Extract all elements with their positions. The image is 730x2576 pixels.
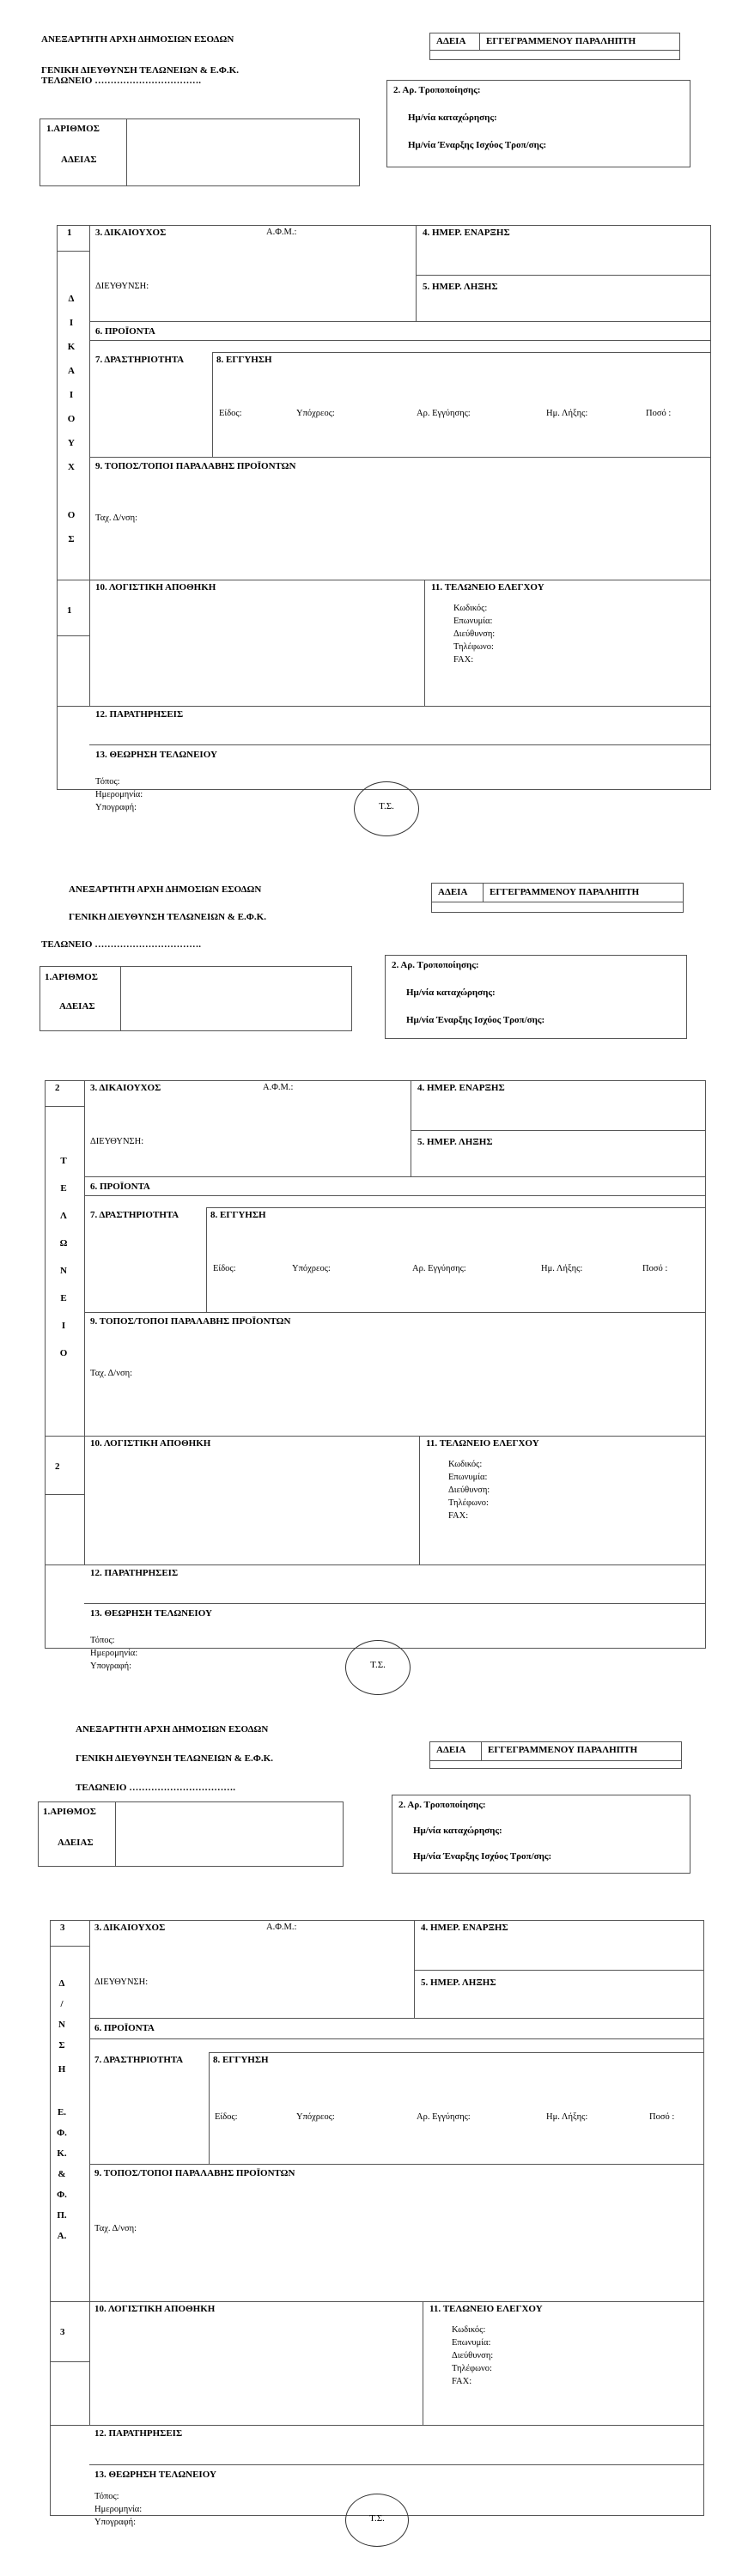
- office-code: Κωδικός:: [448, 1460, 483, 1469]
- postal-address-label: Ταχ. Δ/νση:: [90, 1369, 133, 1378]
- place-label: Τόπος:: [94, 2492, 119, 2501]
- license-type: ΕΓΓΕΓΡΑΜΜΕΝΟΥ ΠΑΡΑΛΗΠΤΗ: [486, 36, 636, 46]
- license-type: ΕΓΓΕΓΡΑΜΜΕΝΟΥ ΠΑΡΑΛΗΠΤΗ: [490, 887, 640, 897]
- receipt-places-label: 9. ΤΟΠΟΣ/ΤΟΠΟΙ ΠΑΡΑΛΑΒΗΣ ΠΡΟΪΟΝΤΩΝ: [90, 1316, 291, 1327]
- registration-date: Ημ/νία καταχώρησης:: [406, 987, 496, 998]
- postal-address-label: Ταχ. Δ/νση:: [94, 2224, 137, 2233]
- address-label: ΔΙΕΥΘΥΝΣΗ:: [90, 1137, 144, 1146]
- end-date-label: 5. ΗΜΕΡ. ΛΗΞΗΣ: [417, 1137, 493, 1147]
- remarks-label: 12. ΠΑΡΑΤΗΡΗΣΕΙΣ: [90, 1568, 179, 1578]
- copy-number: 1: [67, 228, 72, 238]
- copy-number-2: 1: [67, 605, 72, 616]
- license-type: ΕΓΓΕΓΡΑΜΜΕΝΟΥ ΠΑΡΑΛΗΠΤΗ: [488, 1745, 638, 1755]
- signature-label: Υπογραφή:: [95, 803, 137, 812]
- office-name: Επωνυμία:: [453, 617, 493, 626]
- office-fax: FAX:: [452, 2377, 472, 2386]
- stamp-circle: Τ.Σ.: [354, 781, 419, 836]
- office-address: Διεύθυνση:: [453, 629, 496, 639]
- license-label: ΑΔΕΙΑ: [438, 887, 468, 897]
- office-fax: FAX:: [453, 655, 474, 665]
- office-name: Επωνυμία:: [448, 1473, 488, 1482]
- registration-date: Ημ/νία καταχώρησης:: [413, 1826, 502, 1836]
- guarantee-expiry: Ημ. Λήξης:: [546, 2112, 588, 2122]
- form-copy-2: ΑΝΕΞΑΡΤΗΤΗ ΑΡΧΗ ΔΗΜΟΣΙΩΝ ΕΣΟΔΩΝ ΓΕΝΙΚΗ ΔΙΕΥΘΥΝΣΗ ΤΕΛΩΝΕΙΩΝ & Ε.Φ.Κ. ΤΕΛΩΝΕΙΟ ……………………………. ΑΔΕΙΑ ΕΓΓΕΓΡΑΜΜΕΝΟΥ ΠΑΡΑΛΗΠΤΗ 2. Αρ. Τροποποίησης: Ημ/νία καταχώρησης: Ημ/νία Έναρξης Ισχύος Τροπ/σης: 1.ΑΡΙΘΜΟΣ ΑΔΕΙΑΣ 2 2 Τ Ε Λ Ω Ν Ε Ι Ο 3. ΔΙΚΑΙΟΥΧΟΣ Α.Φ.Μ.: ΔΙΕΥΘΥΝΣΗ: 4. ΗΜΕΡ. ΕΝΑΡΞΗΣ 5. ΗΜΕΡ. ΛΗΞΗΣ 6. ΠΡΟΪΟΝΤΑ 7. ΔΡΑΣΤΗΡΙΟΤΗΤΑ 8. ΕΓΓΥΗΣΗ Είδος: Υπόχρεος: Αρ. Εγγύησης: Ημ. Λήξης: Ποσό : 9. ΤΟΠΟΣ/ΤΟΠΟΙ ΠΑΡΑΛΑΒΗΣ ΠΡΟΪΟΝΤΩΝ Ταχ. Δ/νση: 10. ΛΟΓΙΣΤΙΚΗ ΑΠΟΘΗΚΗ 11. ΤΕΛΩΝΕΙΟ ΕΛΕΓΧΟΥ Κωδικός: Επωνυμία: Διεύθυνση: Τηλέφωνο: FAX: 12. ΠΑΡΑΤΗΡΗΣΕΙΣ 13. ΘΕΩΡΗΣΗ ΤΕΛΩΝΕΙΟΥ Τόπος: Ημερομηνία: Υπογραφή: Τ.Σ.: [0, 859, 730, 1717]
- vat-label: Α.Φ.Μ.:: [263, 1083, 294, 1092]
- receipt-places-label: 9. ΤΟΠΟΣ/ΤΟΠΟΙ ΠΑΡΑΛΑΒΗΣ ΠΡΟΪΟΝΤΩΝ: [94, 2168, 295, 2178]
- date-label: Ημερομηνία:: [95, 790, 143, 799]
- control-office-label: 11. ΤΕΛΩΝΕΙΟ ΕΛΕΓΧΟΥ: [431, 582, 544, 592]
- modification-number: 2. Αρ. Τροποποίησης:: [392, 960, 479, 970]
- guarantee-expiry: Ημ. Λήξης:: [546, 409, 588, 418]
- signature-label: Υπογραφή:: [94, 2518, 136, 2527]
- office-phone: Τηλέφωνο:: [448, 1498, 489, 1508]
- effective-date: Ημ/νία Έναρξης Ισχύος Τροπ/σης:: [406, 1015, 545, 1025]
- products-label: 6. ΠΡΟΪΟΝΤΑ: [95, 326, 155, 337]
- stamp-circle: Τ.Σ.: [345, 1640, 411, 1695]
- effective-date: Ημ/νία Έναρξης Ισχύος Τροπ/σης:: [408, 140, 547, 150]
- address-label: ΔΙΕΥΘΥΝΣΗ:: [95, 282, 149, 291]
- license-number-label-2: ΑΔΕΙΑΣ: [59, 1001, 95, 1012]
- holder-label: 3. ΔΙΚΑΙΟΥΧΟΣ: [95, 228, 167, 238]
- control-office-label: 11. ΤΕΛΩΝΕΙΟ ΕΛΕΓΧΟΥ: [429, 2304, 543, 2314]
- products-label: 6. ΠΡΟΪΟΝΤΑ: [94, 2023, 155, 2033]
- guarantee-label: 8. ΕΓΓΥΗΣΗ: [213, 2055, 269, 2065]
- office-address: Διεύθυνση:: [452, 2351, 494, 2360]
- office-address: Διεύθυνση:: [448, 1485, 490, 1495]
- receipt-places-label: 9. ΤΟΠΟΣ/ΤΟΠΟΙ ΠΑΡΑΛΑΒΗΣ ΠΡΟΪΟΝΤΩΝ: [95, 461, 296, 471]
- start-date-label: 4. ΗΜΕΡ. ΕΝΑΡΞΗΣ: [421, 1923, 508, 1933]
- activity-label: 7. ΔΡΑΣΤΗΡΙΟΤΗΤΑ: [94, 2055, 184, 2065]
- start-date-label: 4. ΗΜΕΡ. ΕΝΑΡΞΗΣ: [417, 1083, 505, 1093]
- guarantee-type: Είδος:: [219, 409, 242, 418]
- endorsement-label: 13. ΘΕΩΡΗΣΗ ΤΕΛΩΝΕΙΟΥ: [90, 1608, 212, 1619]
- form-copy-1: ΑΝΕΞΑΡΤΗΤΗ ΑΡΧΗ ΔΗΜΟΣΙΩΝ ΕΣΟΔΩΝ ΓΕΝΙΚΗ ΔΙΕΥΘΥΝΣΗ ΤΕΛΩΝΕΙΩΝ & Ε.Φ.Κ. ΤΕΛΩΝΕΙΟ ……………………………. ΑΔΕΙΑ ΕΓΓΕΓΡΑΜΜΕΝΟΥ ΠΑΡΑΛΗΠΤΗ 2. Αρ. Τροποποίησης: Ημ/νία καταχώρησης: Ημ/νία Έναρξης Ισχύος Τροπ/σης: 1.ΑΡΙΘΜΟΣ ΑΔΕΙΑΣ 1 1 Δ Ι Κ Α Ι Ο Υ Χ Ο Σ 3. ΔΙΚΑΙΟΥΧΟΣ Α.Φ.Μ.: ΔΙΕΥΘΥΝΣΗ: 4. ΗΜΕΡ. ΕΝΑΡΞΗΣ 5. ΗΜΕΡ. ΛΗΞΗΣ 6. ΠΡΟΪΟΝΤΑ 7. ΔΡΑΣΤΗΡΙΟΤΗΤΑ 8. ΕΓΓΥΗΣΗ Είδος: Υπόχρεος: Αρ. Εγγύησης: Ημ. Λήξης: Ποσό : 9. ΤΟΠΟΣ/ΤΟΠΟΙ ΠΑΡΑΛΑΒΗΣ ΠΡΟΪΟΝΤΩΝ Ταχ. Δ/νση: 10. ΛΟΓΙΣΤΙΚΗ ΑΠΟΘΗΚΗ 11. ΤΕΛΩΝΕΙΟ ΕΛΕΓΧΟΥ Κωδικός: Επωνυμία: Διεύθυνση: Τηλέφωνο: FAX: 12. ΠΑΡΑΤΗΡΗΣΕΙΣ 13. ΘΕΩΡΗΣΗ ΤΕΛΩΝΕΙΟΥ Τόπος: Ημερομηνία: Υπογραφή: Τ.Σ.: [0, 0, 730, 859]
- license-number-label: 1.ΑΡΙΘΜΟΣ: [46, 124, 100, 134]
- guarantee-number: Αρ. Εγγύησης:: [417, 409, 471, 418]
- vat-label: Α.Φ.Μ.:: [266, 228, 297, 237]
- address-label: ΔΙΕΥΘΥΝΣΗ:: [94, 1978, 149, 1987]
- copy-number: 2: [55, 1083, 60, 1093]
- office-phone: Τηλέφωνο:: [452, 2364, 492, 2373]
- holder-label: 3. ΔΙΚΑΙΟΥΧΟΣ: [90, 1083, 161, 1093]
- date-label: Ημερομηνία:: [94, 2505, 143, 2514]
- guarantee-expiry: Ημ. Λήξης:: [541, 1264, 583, 1273]
- license-label: ΑΔΕΙΑ: [436, 1745, 466, 1755]
- authority-title: ΑΝΕΞΑΡΤΗΤΗ ΑΡΧΗ ΔΗΜΟΣΙΩΝ ΕΣΟΔΩΝ: [41, 34, 234, 45]
- guarantee-obligor: Υπόχρεος:: [292, 1264, 331, 1273]
- effective-date: Ημ/νία Έναρξης Ισχύος Τροπ/σης:: [413, 1851, 552, 1862]
- authority-title: ΑΝΕΞΑΡΤΗΤΗ ΑΡΧΗ ΔΗΜΟΣΙΩΝ ΕΣΟΔΩΝ: [76, 1724, 269, 1735]
- guarantee-amount: Ποσό :: [646, 409, 672, 418]
- guarantee-obligor: Υπόχρεος:: [296, 409, 335, 418]
- guarantee-type: Είδος:: [213, 1264, 236, 1273]
- office-fax: FAX:: [448, 1511, 469, 1521]
- guarantee-amount: Ποσό :: [642, 1264, 668, 1273]
- office-code: Κωδικός:: [452, 2325, 486, 2335]
- stamp-circle: Τ.Σ.: [345, 2494, 409, 2547]
- main-form-table: [50, 1920, 704, 2516]
- directorate-title: ΓΕΝΙΚΗ ΔΙΕΥΘΥΝΣΗ ΤΕΛΩΝΕΙΩΝ & Ε.Φ.Κ.: [76, 1753, 273, 1764]
- customs-office-line: ΤΕΛΩΝΕΙΟ …………………………….: [41, 76, 201, 86]
- authority-title: ΑΝΕΞΑΡΤΗΤΗ ΑΡΧΗ ΔΗΜΟΣΙΩΝ ΕΣΟΔΩΝ: [69, 884, 262, 895]
- place-label: Τόπος:: [90, 1636, 115, 1645]
- guarantee-number: Αρ. Εγγύησης:: [412, 1264, 466, 1273]
- holder-label: 3. ΔΙΚΑΙΟΥΧΟΣ: [94, 1923, 166, 1933]
- guarantee-number: Αρ. Εγγύησης:: [417, 2112, 471, 2122]
- control-office-label: 11. ΤΕΛΩΝΕΙΟ ΕΛΕΓΧΟΥ: [426, 1438, 539, 1449]
- products-label: 6. ΠΡΟΪΟΝΤΑ: [90, 1182, 150, 1192]
- guarantee-label: 8. ΕΓΓΥΗΣΗ: [210, 1210, 266, 1220]
- activity-label: 7. ΔΡΑΣΤΗΡΙΟΤΗΤΑ: [90, 1210, 179, 1220]
- copy-number-2: 2: [55, 1461, 60, 1472]
- customs-office-line: ΤΕΛΩΝΕΙΟ …………………………….: [76, 1783, 235, 1793]
- date-label: Ημερομηνία:: [90, 1649, 138, 1658]
- remarks-label: 12. ΠΑΡΑΤΗΡΗΣΕΙΣ: [94, 2428, 183, 2439]
- customs-office-line: ΤΕΛΩΝΕΙΟ …………………………….: [41, 939, 201, 950]
- endorsement-label: 13. ΘΕΩΡΗΣΗ ΤΕΛΩΝΕΙΟΥ: [94, 2470, 216, 2480]
- copy-number: 3: [60, 1923, 65, 1933]
- warehouse-label: 10. ΛΟΓΙΣΤΙΚΗ ΑΠΟΘΗΚΗ: [95, 582, 216, 592]
- license-number-label-2: ΑΔΕΙΑΣ: [58, 1838, 94, 1848]
- warehouse-label: 10. ΛΟΓΙΣΤΙΚΗ ΑΠΟΘΗΚΗ: [90, 1438, 211, 1449]
- warehouse-label: 10. ΛΟΓΙΣΤΙΚΗ ΑΠΟΘΗΚΗ: [94, 2304, 216, 2314]
- guarantee-type: Είδος:: [215, 2112, 238, 2122]
- form-copy-3: ΑΝΕΞΑΡΤΗΤΗ ΑΡΧΗ ΔΗΜΟΣΙΩΝ ΕΣΟΔΩΝ ΓΕΝΙΚΗ ΔΙΕΥΘΥΝΣΗ ΤΕΛΩΝΕΙΩΝ & Ε.Φ.Κ. ΤΕΛΩΝΕΙΟ ……………………………. ΑΔΕΙΑ ΕΓΓΕΓΡΑΜΜΕΝΟΥ ΠΑΡΑΛΗΠΤΗ 2. Αρ. Τροποποίησης: Ημ/νία καταχώρησης: Ημ/νία Έναρξης Ισχύος Τροπ/σης: 1.ΑΡΙΘΜΟΣ ΑΔΕΙΑΣ 3 3 Δ / Ν Σ Η Ε. Φ. Κ. & Φ. Π. Α. 3. ΔΙΚΑΙΟΥΧΟΣ Α.Φ.Μ.: ΔΙΕΥΘΥΝΣΗ: 4. ΗΜΕΡ. ΕΝΑΡΞΗΣ 5. ΗΜΕΡ. ΛΗΞΗΣ 6. ΠΡΟΪΟΝΤΑ 7. ΔΡΑΣΤΗΡΙΟΤΗΤΑ 8. ΕΓΓΥΗΣΗ Είδος: Υπόχρεος: Αρ. Εγγύησης: Ημ. Λήξης: Ποσό : 9. ΤΟΠΟΣ/ΤΟΠΟΙ ΠΑΡΑΛΑΒΗΣ ΠΡΟΪΟΝΤΩΝ Ταχ. Δ/νση: 10. ΛΟΓΙΣΤΙΚΗ ΑΠΟΘΗΚΗ 11. ΤΕΛΩΝΕΙΟ ΕΛΕΓΧΟΥ Κωδικός: Επωνυμία: Διεύθυνση: Τηλέφωνο: FAX: 12. ΠΑΡΑΤΗΡΗΣΕΙΣ 13. ΘΕΩΡΗΣΗ ΤΕΛΩΝΕΙΟΥ Τόπος: Ημερομηνία: Υπογραφή: Τ.Σ.: [0, 1717, 730, 2576]
- guarantee-amount: Ποσό :: [649, 2112, 675, 2122]
- directorate-title: ΓΕΝΙΚΗ ΔΙΕΥΘΥΝΣΗ ΤΕΛΩΝΕΙΩΝ & Ε.Φ.Κ.: [69, 912, 266, 922]
- guarantee-obligor: Υπόχρεος:: [296, 2112, 335, 2122]
- end-date-label: 5. ΗΜΕΡ. ΛΗΞΗΣ: [423, 282, 498, 292]
- license-number-field[interactable]: [122, 968, 350, 1030]
- signature-label: Υπογραφή:: [90, 1662, 131, 1671]
- guarantee-label: 8. ΕΓΓΥΗΣΗ: [216, 355, 272, 365]
- activity-label: 7. ΔΡΑΣΤΗΡΙΟΤΗΤΑ: [95, 355, 185, 365]
- license-label: ΑΔΕΙΑ: [436, 36, 466, 46]
- modification-number: 2. Αρ. Τροποποίησης:: [398, 1800, 486, 1810]
- office-code: Κωδικός:: [453, 604, 488, 613]
- license-number-field[interactable]: [117, 1803, 342, 1865]
- license-number-field[interactable]: [128, 120, 358, 185]
- end-date-label: 5. ΗΜΕΡ. ΛΗΞΗΣ: [421, 1978, 496, 1988]
- endorsement-label: 13. ΘΕΩΡΗΣΗ ΤΕΛΩΝΕΙΟΥ: [95, 750, 217, 760]
- postal-address-label: Ταχ. Δ/νση:: [95, 513, 138, 523]
- office-name: Επωνυμία:: [452, 2338, 491, 2348]
- office-phone: Τηλέφωνο:: [453, 642, 494, 652]
- license-number-label-2: ΑΔΕΙΑΣ: [61, 155, 97, 165]
- remarks-label: 12. ΠΑΡΑΤΗΡΗΣΕΙΣ: [95, 709, 184, 720]
- modification-number: 2. Αρ. Τροποποίησης:: [393, 85, 481, 95]
- license-number-label: 1.ΑΡΙΘΜΟΣ: [43, 1807, 96, 1817]
- vat-label: Α.Φ.Μ.:: [266, 1923, 297, 1932]
- copy-number-2: 3: [60, 2327, 65, 2337]
- place-label: Τόπος:: [95, 777, 120, 787]
- license-number-label: 1.ΑΡΙΘΜΟΣ: [45, 972, 98, 982]
- directorate-title: ΓΕΝΙΚΗ ΔΙΕΥΘΥΝΣΗ ΤΕΛΩΝΕΙΩΝ & Ε.Φ.Κ.: [41, 65, 239, 76]
- registration-date: Ημ/νία καταχώρησης:: [408, 112, 497, 123]
- start-date-label: 4. ΗΜΕΡ. ΕΝΑΡΞΗΣ: [423, 228, 510, 238]
- main-form-table: [45, 1080, 706, 1649]
